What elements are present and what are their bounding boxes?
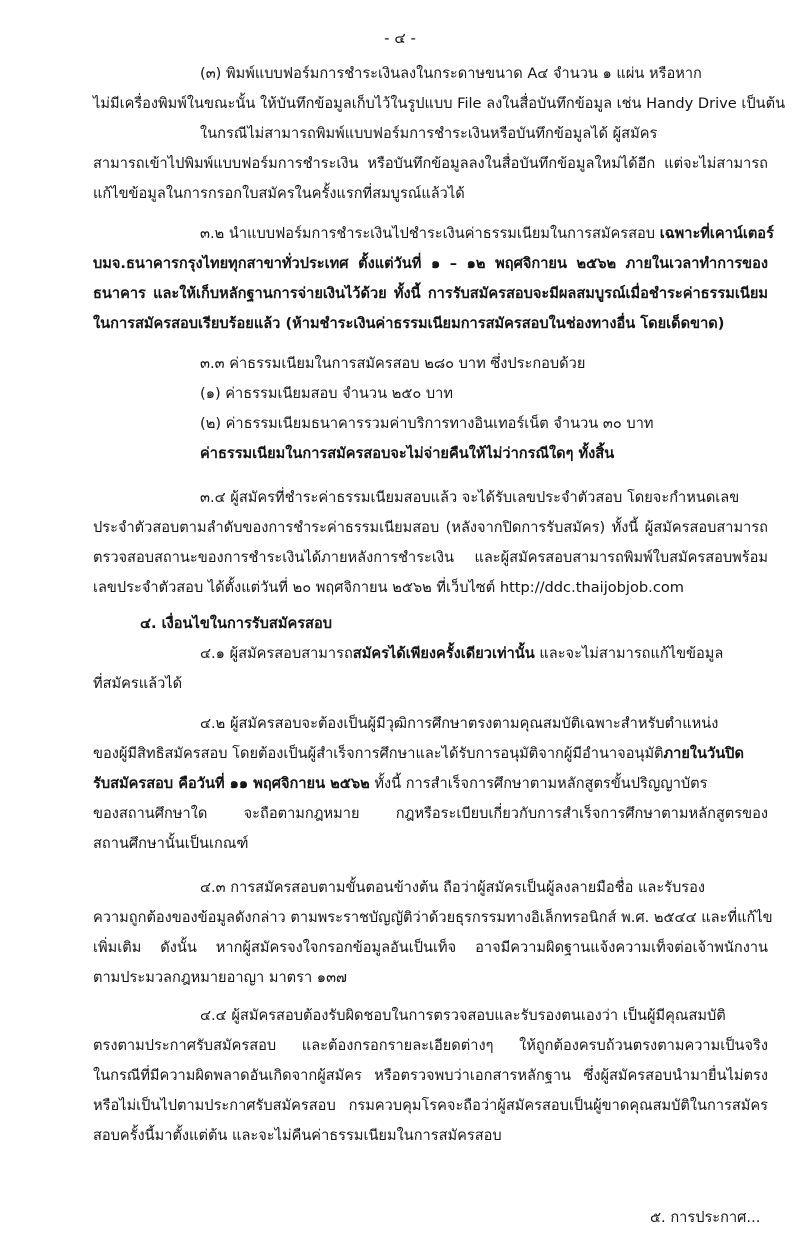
bold-text-run: สมัครได้เพียงครั้งเดียวเท่านั้น [352,645,535,662]
paragraph-line: ตรวจสอบสถานะของการชำระเงินได้ภายหลังการชำระเงิน และผู้สมัครสอบสามารถพิมพ์ใบสมัครสอบพร้อม [93,549,768,566]
paragraph-line: ตรงตามประกาศรับสมัครสอบ และต้องกรอกรายละเอียดต่างๆ ให้ถูกต้องครบถ้วนตรงตามความเป็นจริง [93,1037,768,1054]
paragraph-line: ๔.๔ ผู้สมัครสอบต้องรับผิดชอบในการตรวจสอบและรับรองตนเองว่า เป็นผู้มีคุณสมบัติ [200,1007,726,1024]
paragraph-line: เลขประจำตัวสอบ ได้ตั้งแต่วันที่ ๒๐ พฤศจิกายน ๒๕๖๒ ที่เว็บไซต์ http://ddc.thaijobjob.com [93,579,684,596]
paragraph-line [93,770,707,798]
paragraph-line: ที่สมัครแล้วได้ [93,675,183,692]
paragraph-line [200,640,723,668]
text-run: ทั้งนี้ การสำเร็จการศึกษาตามหลักสูตรขั้นปริญญาบัตร [369,775,708,792]
bold-text-run: เฉพาะที่เคาน์เตอร์ [659,225,774,242]
paragraph-line: ๔.๓ การสมัครสอบตามขั้นตอนข้างต้น ถือว่าผู้สมัครเป็นผู้ลงลายมือชื่อ และรับรอง [200,879,706,896]
paragraph-line: ๔.๒ ผู้สมัครสอบจะต้องเป็นผู้มีวุฒิการศึกษาตรงตามคุณสมบัติเฉพาะสำหรับตำแหน่ง [200,715,719,732]
paragraph-line: สถานศึกษานั้นเป็นเกณฑ์ [93,835,249,852]
paragraph-line [200,220,774,248]
paragraph-line: แก้ไขข้อมูลในการกรอกใบสมัครในครั้งแรกที่สมบูรณ์แล้วได้ [93,185,465,202]
paragraph-line: เพิ่มเติม ดังนั้น หากผู้สมัครจงใจกรอกข้อมูลอันเป็นเท็จ อาจมีความผิดฐานแจ้งความเท็จต่อเจ้าพนักงาน [93,939,768,956]
paragraph-line: สามารถเข้าไปพิมพ์แบบฟอร์มการชำระเงิน หรือบันทึกข้อมูลลงในสื่อบันทึกข้อมูลใหม่ได้อีก แต่จะไม่สามารถ [93,155,768,172]
text-run: ๓.๒ นำแบบฟอร์มการชำระเงินไปชำระเงินค่าธรรมเนียมในการสมัครสอบ [200,225,660,242]
bold-text-run: ภายในวันปิด [663,745,744,762]
paragraph-line: ในการสมัครสอบเรียบร้อยแล้ว (ห้ามชำระเงินค่าธรรมเนียมการสมัครสอบในช่องทางอื่น โดยเด็ดขาด) [93,315,725,332]
paragraph-line: สอบครั้งนี้มาตั้งแต่ต้น และจะไม่คืนค่าธรรมเนียมในการสมัครสอบ [93,1127,502,1144]
paragraph-line: ๓.๔ ผู้สมัครที่ชำระค่าธรรมเนียมสอบแล้ว จะได้รับเลขประจำตัวสอบ โดยจะกำหนดเลข [200,489,740,506]
paragraph-line: ในกรณีไม่สามารถพิมพ์แบบฟอร์มการชำระเงินหรือบันทึกข้อมูลได้ ผู้สมัคร [200,125,658,142]
paragraph-line: หรือไม่เป็นไปตามประกาศรับสมัครสอบ กรมควบคุมโรคจะถือว่าผู้สมัครสอบเป็นผู้ขาดคุณสมบัติในการสมัคร [93,1097,768,1114]
paragraph-line: บมจ.ธนาคารกรุงไทยทุกสาขาทั่วประเทศ ตั้งแต่วันที่ ๑ – ๑๒ พฤศจิกายน ๒๕๖๒ ภายในเวลาทำการของ [93,255,768,272]
paragraph-line: (๓) พิมพ์แบบฟอร์มการชำระเงินลงในกระดาษขนาด A๔ จำนวน ๑ แผ่น หรือหาก [200,65,702,82]
paragraph-line: ค่าธรรมเนียมในการสมัครสอบจะไม่จ่ายคืนให้ไม่ว่ากรณีใดๆ ทั้งสิ้น [200,445,615,462]
paragraph-line: ธนาคาร และให้เก็บหลักฐานการจ่ายเงินไว้ด้วย ทั้งนี้ การรับสมัครสอบจะมีผลสมบูรณ์เมื่อชำระค่าธรรมเนียม [93,285,768,302]
paragraph-line: ของสถานศึกษาใด จะถือตามกฎหมาย กฎหรือระเบียบเกี่ยวกับการสำเร็จการศึกษาตามหลักสูตรของ [93,805,768,822]
list-item: (๒) ค่าธรรมเนียมธนาคารรวมค่าบริการทางอินเทอร์เน็ต จำนวน ๓๐ บาท [200,415,654,432]
list-item: (๑) ค่าธรรมเนียมสอบ จำนวน ๒๕๐ บาท [200,385,453,402]
text-run: ของผู้มีสิทธิสมัครสอบ โดยต้องเป็นผู้สำเร็จการศึกษาและได้รับการอนุมัติจากผู้มีอำนาจอนุมัติ [93,745,664,762]
paragraph-line: ในกรณีที่มีความผิดพลาดอันเกิดจากผู้สมัคร หรือตรวจพบว่าเอกสารหลักฐาน ซึ่งผู้สมัครสอบนำมายื่นไม่ตรง [93,1067,768,1084]
paragraph-line: ประจำตัวสอบตามลำดับของการชำระค่าธรรมเนียมสอบ (หลังจากปิดการรับสมัคร) ทั้งนี้ ผู้สมัครสอบสามารถ [93,519,768,536]
paragraph-line: ตามประมวลกฎหมายอาญา มาตรา ๑๓๗ [93,969,348,986]
text-run: และจะไม่สามารถแก้ไขข้อมูล [534,645,724,662]
paragraph-line [93,740,744,768]
paragraph-line: ๓.๓ ค่าธรรมเนียมในการสมัครสอบ ๒๘๐ บาท ซึ่งประกอบด้วย [200,355,586,372]
paragraph-line: ความถูกต้องของข้อมูลดังกล่าว ตามพระราชบัญญัติว่าด้วยธุรกรรมทางอิเล็กทรอนิกส์ พ.ศ. ๒๕๔๔ และที่แก้ไข [93,909,773,926]
page-number: - ๔ - [384,29,416,47]
next-page-hint: ๕. การประกาศ... [650,1209,761,1226]
section-heading: ๔. เงื่อนไขในการรับสมัครสอบ [140,615,332,632]
text-run: ๔.๑ ผู้สมัครสอบสามารถ [200,645,353,662]
paragraph-line: ไม่มีเครื่องพิมพ์ในขณะนั้น ให้บันทึกข้อมูลเก็บไว้ในรูปแบบ File ลงในสื่อบันทึกข้อมูล เช่น Handy Drive เป็นต้น [93,95,786,112]
bold-text-run: รับสมัครสอบ คือวันที่ ๑๑ พฤศจิกายน ๒๕๖๒ [93,775,370,792]
